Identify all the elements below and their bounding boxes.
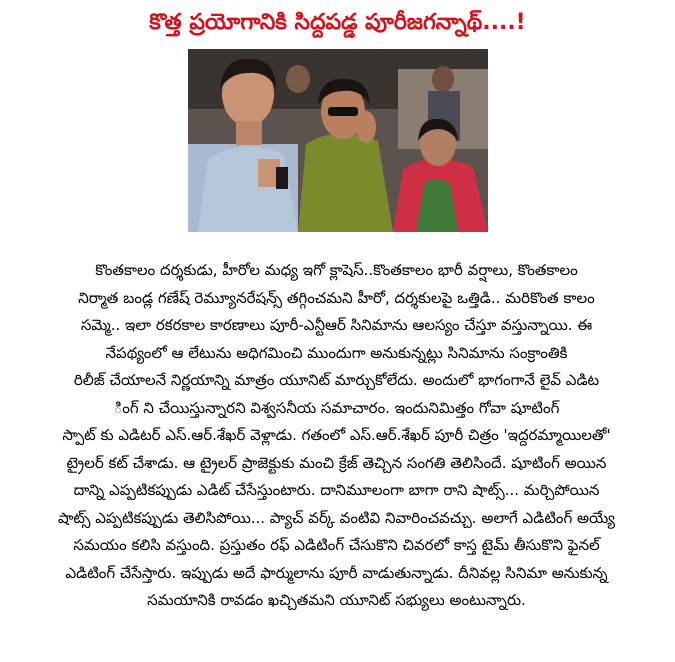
article-line: ట్రైలర్ కట్ చేశాడు. ఆ ట్రైలర్ ప్రాజెక్టుకు మంచి క్రేజ్ తెచ్చిన సంగతి తెలిసిందే. షూటింగ్ అయిన (66, 453, 607, 472)
article-line: కొంతకాలం దర్శకుడు, హీరోల మధ్య ఇగో క్లాషెస్..కొంతకాలం భారీ వర్షాలు, కొంతకాలం (95, 261, 578, 279)
article-line: స్పాట్ కు ఎడిటర్ ఎస్.ఆర్.శేఖర్ వెళ్లాడు. గతంలో ఎస్.ఆర్.శేఖర్ పూరీ చిత్రం 'ఇద్దరమ్మాయిలతో' (62, 426, 611, 444)
article-line: ఎడిటింగ్ చేసేస్తారు. ఇప్పుడు అదే ఫార్ములాను పూరీ వాడుతున్నాడు. దీనివల్ల సినిమా అనుకున్న (65, 563, 608, 582)
news-photo-icon (188, 49, 488, 232)
headline: కొత్త ప్రయోగానికి సిద్దపడ్డ పూరీజగన్నాథ్....! (149, 10, 526, 35)
photo-person-left-neck (236, 121, 262, 145)
article-line: సమయం కలిసి వస్తుంది. ప్రస్తుతం రఫ్ ఎడిటింగ్ చేసుకొని చివరలో కాస్త టైమ్ తీసుకొని ఫైనల్ (73, 536, 600, 554)
article-line: రిలీజ్ చేయాలనే నిర్ణయాన్ని మాత్రం యూనిట్ మార్చుకోలేదు. అందులో భాగంగానే లైవ్ ఎడిట (73, 371, 600, 389)
photo-person-middle-hand (356, 111, 376, 143)
photo-sunglasses (328, 107, 358, 116)
article-line: సమ్మె.. ఇలా రకరకాల కారణాలు పూరీ-ఎన్టీఆర్ సినిమాను ఆలస్యం చేస్తూ వస్తున్నాయి. ఈ (80, 316, 593, 334)
news-photo (188, 49, 488, 232)
article-body (14, 257, 659, 615)
article-line: నిర్మాత బండ్ల గణేష్ రెమ్యూనరేషన్స్ తగ్గించమని హీరో, దర్శకులపై ఒత్తిడి.. మరికొంత కాలం (78, 288, 595, 307)
article-line: దాన్ని ఎప్పటికప్పుడు ఎడిట్ చేసేస్తుంటారు. దానిమూలంగా బాగా రాని షాట్స్... మర్చిపోయిన (73, 481, 600, 499)
photo-microphone (276, 167, 288, 189)
article-line: సమయానికి రావడం ఖచ్చితమని యూనిట్ సభ్యులు అంటున్నారు. (147, 591, 526, 609)
photo-person-middle-shirt (298, 133, 393, 232)
article-line: ింగ్ ని చేయిస్తున్నారని విశ్వసనీయ సమాచారం. ఇందునిమిత్తం గోవా షూటింగ్ (113, 398, 560, 417)
photo-bg-person (286, 65, 310, 93)
article-line: షాట్స్ ఎప్పటికప్పుడు తెలిసిపోయి... ప్యాచ్ వర్క్ వంటివి నివారించవచ్చు. అలాగే ఎడిటింగ్ అయ్యే (57, 508, 616, 527)
photo-bg-person (432, 66, 454, 92)
photo-person-left-torso (198, 147, 298, 232)
article-line: నేపథ్యంలో ఆ లేటును అధిగమించి ముందుగా అనుకున్నట్లు సినిమాను సంక్రాంతికి (105, 343, 568, 362)
